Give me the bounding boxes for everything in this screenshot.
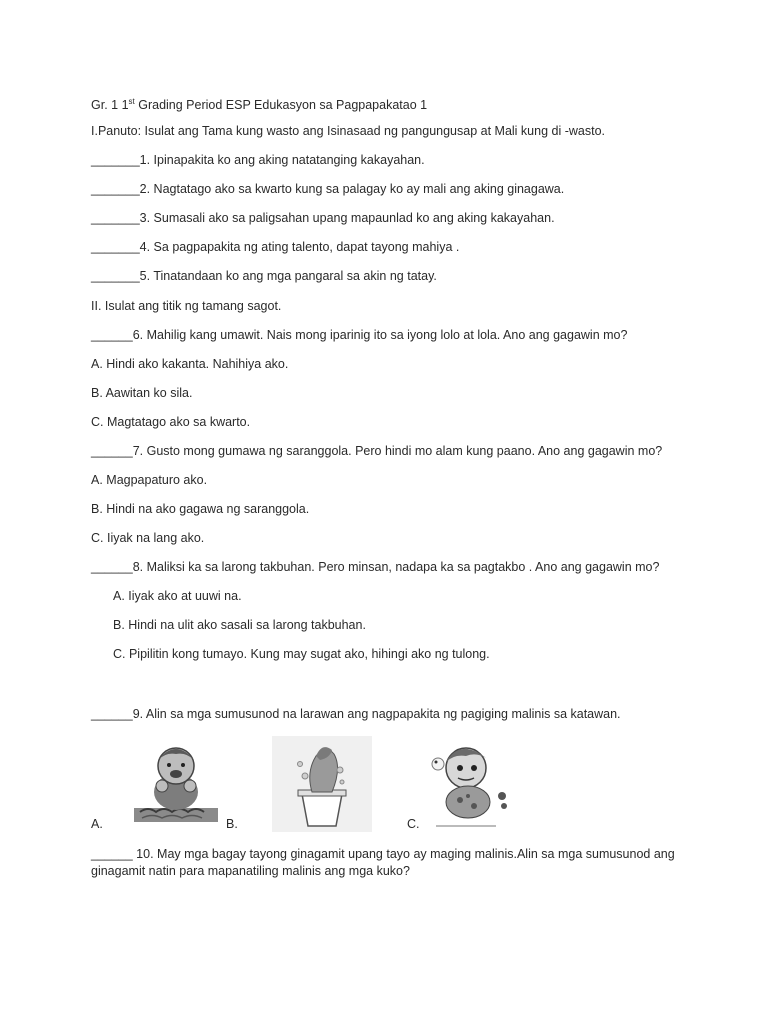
picture-a-messy-eating <box>132 736 220 832</box>
question-8: ______8. Maliksi ka sa larong takbuhan. Pero minsan, nadapa ka sa pagtakbo . Ano ang gagawin mo? <box>91 560 660 574</box>
part1-instruction: I.Panuto: Isulat ang Tama kung wasto ang Isinasaad ng pangungusap at Mali kung di -wasto. <box>91 124 605 138</box>
q8-choice-c: C. Pipilitin kong tumayo. Kung may sugat ako, hihingi ako ng tulong. <box>113 647 490 661</box>
q9-label-c: C. <box>407 817 420 831</box>
q7-choice-c: C. Iiyak na lang ako. <box>91 531 205 545</box>
item-1: _______1. Ipinapakita ko ang aking natatanging kakayahan. <box>91 153 425 167</box>
question-9: ______9. Alin sa mga sumusunod na larawan ang nagpapakita ng pagiging malinis sa katawan. <box>91 707 621 721</box>
picture-c-dirty-child <box>418 736 518 832</box>
part2-instruction: II. Isulat ang titik ng tamang sagot. <box>91 299 282 313</box>
q9-label-b: B. <box>226 817 238 831</box>
item-5: _______5. Tinatandaan ko ang mga pangaral sa akin ng tatay. <box>91 269 437 283</box>
item-2: _______2. Nagtatago ako sa kwarto kung sa palagay ko ay mali ang aking ginagawa. <box>91 182 565 196</box>
q6-choice-a: A. Hindi ako kakanta. Nahihiya ako. <box>91 357 289 371</box>
q8-choice-a: A. Iiyak ako at uuwi na. <box>113 589 242 603</box>
question-10: ______ 10. May mga bagay tayong ginagamit upang tayo ay maging malinis.Alin sa mga sumusunod ang ginagamit natin para mapanatiling malinis ang mga kuko? <box>91 847 675 878</box>
question-6: ______6. Mahilig kang umawit. Nais mong iparinig ito sa iyong lolo at lola. Ano ang gagawin mo? <box>91 328 628 342</box>
page-header: Gr. 1 1st Grading Period ESP Edukasyon sa Pagpapakatao 1 <box>91 97 428 112</box>
q8-choice-b: B. Hindi na ulit ako sasali sa larong takbuhan. <box>113 618 366 632</box>
question-7: ______7. Gusto mong gumawa ng saranggola. Pero hindi mo alam kung paano. Ano ang gagawin mo? <box>91 444 663 458</box>
q7-choice-a: A. Magpapaturo ako. <box>91 473 208 487</box>
item-4: _______4. Sa pagpapakita ng ating talento, dapat tayong mahiya . <box>91 240 460 254</box>
q6-choice-b: B. Aawitan ko sila. <box>91 386 193 400</box>
item-3: _______3. Sumasali ako sa paligsahan upang mapaunlad ko ang aking kakayahan. <box>91 211 555 225</box>
q9-label-a: A. <box>91 817 103 831</box>
picture-b-washing-at-sink <box>272 736 372 832</box>
q6-choice-c: C. Magtatago ako sa kwarto. <box>91 415 251 429</box>
q7-choice-b: B. Hindi na ako gagawa ng saranggola. <box>91 502 310 516</box>
